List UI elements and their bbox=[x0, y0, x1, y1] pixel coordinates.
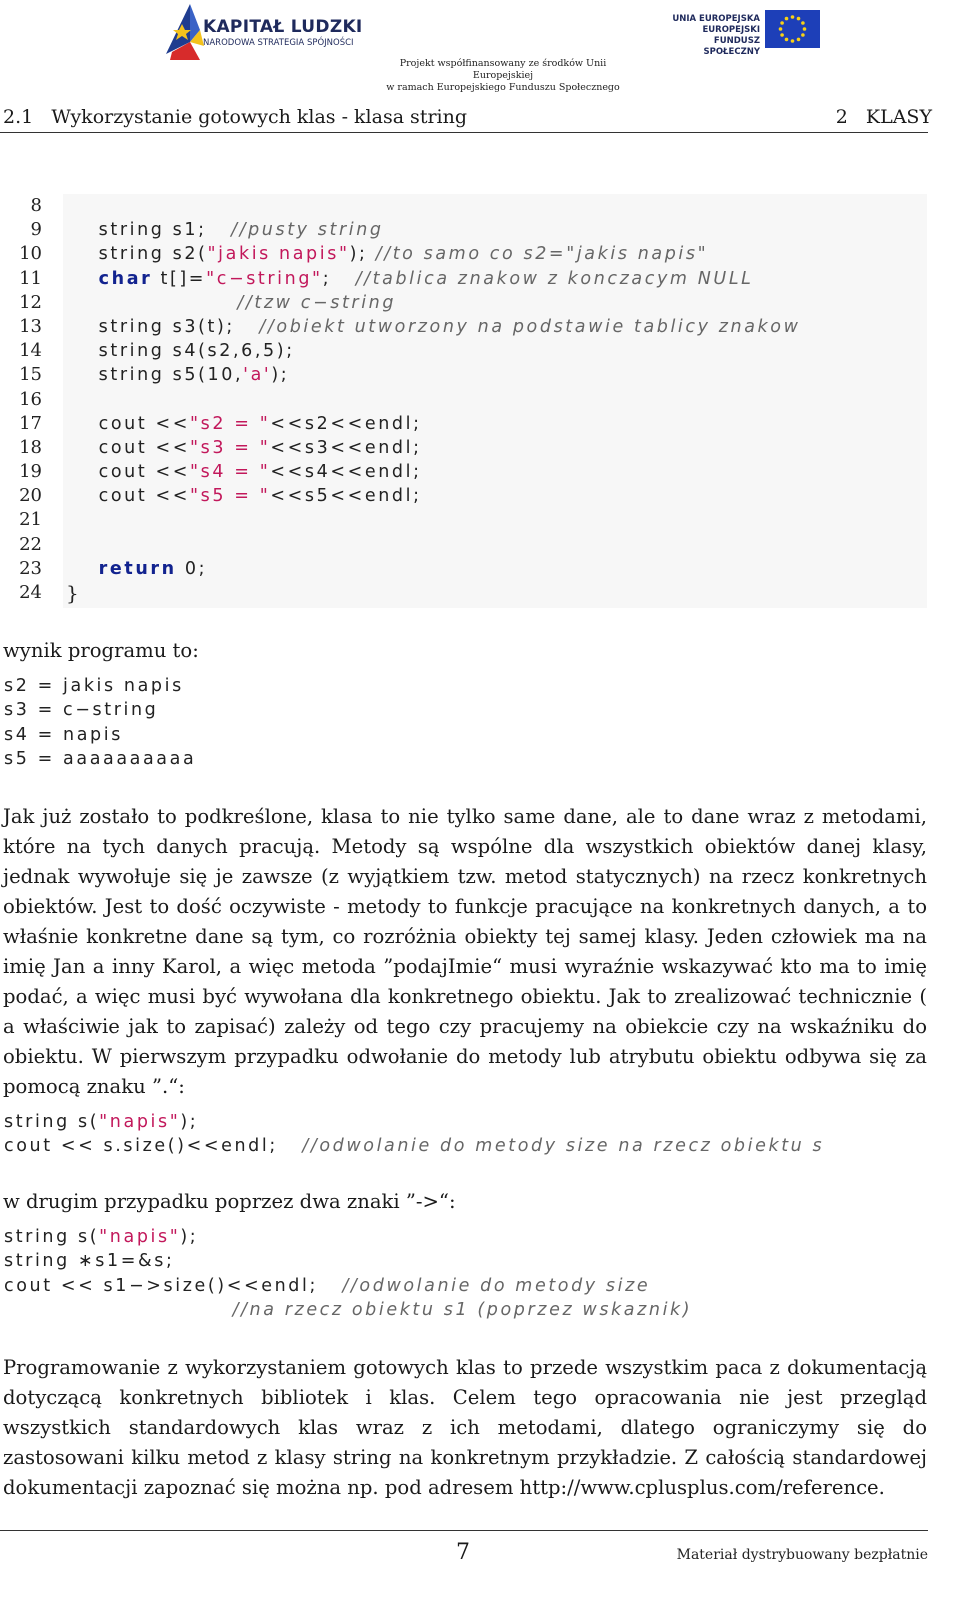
code-token: <<s5<<endl; bbox=[270, 486, 422, 507]
code-token bbox=[66, 559, 99, 579]
code-line bbox=[4, 1298, 692, 1322]
code-line bbox=[66, 412, 801, 436]
code-line bbox=[66, 339, 801, 363]
line-number: 15 bbox=[19, 364, 42, 386]
code-token: cout << bbox=[66, 462, 191, 483]
line-number: 10 bbox=[19, 243, 42, 265]
code-token: <<s3<<endl; bbox=[270, 437, 422, 458]
line-number: 14 bbox=[19, 340, 42, 362]
code-line bbox=[66, 363, 801, 387]
cofunding-line-1: Projekt współfinansowany ze środków Unii Europejskiej bbox=[399, 58, 607, 81]
cofunding-note bbox=[378, 58, 628, 94]
code-line bbox=[66, 557, 801, 581]
code-line bbox=[4, 1249, 692, 1273]
code-snippet-pointer bbox=[4, 1225, 692, 1322]
code-string: "napis" bbox=[99, 1112, 181, 1132]
code-comment: //obiekt utworzony na podstawie tablicy znakow bbox=[259, 316, 801, 337]
code-comment: //odwolanie do metody size bbox=[342, 1275, 651, 1296]
eu-fund-text bbox=[660, 14, 760, 58]
code-line bbox=[66, 508, 801, 532]
code-token: <<s2<<endl; bbox=[270, 413, 422, 434]
eu-line-2: EUROPEJSKI bbox=[702, 25, 760, 35]
header-rule bbox=[0, 132, 928, 133]
code-token: string ∗s1=&s; bbox=[4, 1251, 175, 1272]
code-string: 'a' bbox=[243, 365, 272, 386]
code-line bbox=[66, 218, 801, 242]
code-comment: //pusty string bbox=[231, 220, 384, 241]
code-token: cout << s1−>size()<<endl; bbox=[4, 1275, 343, 1296]
running-head-section: 2.1 Wykorzystanie gotowych klas - klasa string bbox=[3, 106, 468, 128]
code-token: t[]= bbox=[152, 268, 207, 289]
code-token bbox=[66, 269, 99, 289]
code-token: ); bbox=[349, 244, 376, 265]
code-string: "c−string" bbox=[206, 268, 323, 289]
code-token: string s( bbox=[4, 1227, 100, 1247]
line-numbers bbox=[0, 194, 42, 605]
code-line bbox=[4, 1225, 692, 1249]
eu-flag-icon bbox=[765, 10, 820, 48]
code-token: string s4(s2,6,5); bbox=[66, 341, 295, 362]
code-listing bbox=[66, 194, 801, 605]
line-number: 17 bbox=[19, 412, 42, 434]
code-string: "s3 = " bbox=[190, 437, 271, 458]
code-line bbox=[66, 194, 801, 218]
code-token: <<s4<<endl; bbox=[270, 462, 422, 483]
line-number: 24 bbox=[19, 582, 42, 603]
code-token: cout << s.size()<<endl; bbox=[4, 1136, 303, 1157]
code-keyword: char bbox=[98, 268, 153, 289]
line-number: 16 bbox=[19, 388, 42, 410]
code-token: string s1; bbox=[66, 220, 232, 241]
code-comment: //odwolanie do metody size na rzecz obiektu s bbox=[302, 1136, 825, 1157]
line-number: 23 bbox=[19, 557, 42, 579]
line-number: 22 bbox=[19, 533, 42, 555]
line-number: 18 bbox=[19, 436, 42, 458]
line-number: 9 bbox=[30, 219, 42, 241]
code-line bbox=[66, 315, 801, 339]
line-number: 12 bbox=[19, 291, 42, 313]
code-line bbox=[66, 484, 801, 508]
code-token: ); bbox=[180, 1227, 199, 1247]
code-string: "napis" bbox=[99, 1227, 181, 1247]
code-line bbox=[66, 291, 801, 315]
code-token: ); bbox=[180, 1112, 199, 1132]
code-line bbox=[66, 581, 801, 605]
line-number: 11 bbox=[19, 267, 42, 289]
code-comment: //tablica znakow z konczacym NULL bbox=[355, 268, 754, 289]
code-token: cout << bbox=[66, 413, 191, 434]
code-string: "s5 = " bbox=[190, 486, 271, 507]
code-token bbox=[66, 293, 237, 313]
output-line: s4 = napis bbox=[4, 724, 123, 745]
paragraph-pointer: w drugim przypadku poprzez dwa znaki ”->“: bbox=[3, 1190, 456, 1213]
output-line: s5 = aaaaaaaaaa bbox=[4, 748, 197, 769]
code-line bbox=[4, 1274, 692, 1298]
line-number: 21 bbox=[19, 509, 42, 531]
line-number: 19 bbox=[19, 461, 42, 483]
output-line: s3 = c−string bbox=[4, 700, 159, 721]
code-keyword: return bbox=[98, 558, 177, 579]
line-number: 13 bbox=[19, 315, 42, 337]
paragraph-documentation: Programowanie z wykorzystaniem gotowych klas to przede wszystkim paca z dokumentacją dotyczącą konkretnych bibliotek i klas. Celem tego opracowania nie jest przegląd wszystkich standardowych klas wraz z ich metodami, dlatego ograniczymy się do zastosowani kilku metod z klasy string na konkretnym przykładzie. Z całością standardowej dokumentacji zapoznać się można np. pod adresem http://www.cplusplus.com/reference. bbox=[3, 1356, 927, 1499]
cofunding-line-2: w ramach Europejskiego Funduszu Społecznego bbox=[386, 82, 620, 93]
kapital-ludzki-subtitle: NARODOWA STRATEGIA SPÓJNOŚCI bbox=[203, 38, 354, 48]
code-comment: //tzw c−string bbox=[237, 292, 397, 313]
code-token: } bbox=[66, 581, 79, 605]
code-string: "jakis napis" bbox=[207, 244, 350, 265]
code-token: ); bbox=[271, 365, 290, 386]
running-head-chapter: 2 KLASY bbox=[835, 106, 932, 128]
code-line bbox=[66, 460, 801, 484]
code-snippet-object bbox=[4, 1110, 824, 1159]
output-line: s2 = jakis napis bbox=[4, 676, 184, 696]
code-line bbox=[66, 267, 801, 291]
code-line bbox=[4, 1110, 824, 1134]
code-line bbox=[4, 1134, 824, 1158]
code-comment: //na rzecz obiektu s1 (poprzez wskaznik) bbox=[232, 1299, 693, 1320]
output-intro: wynik programu to: bbox=[3, 639, 199, 662]
code-token: 0; bbox=[176, 558, 208, 579]
page-number: 7 bbox=[456, 1540, 470, 1565]
code-token: string s2( bbox=[66, 244, 208, 265]
code-line bbox=[66, 436, 801, 460]
program-output bbox=[4, 674, 196, 771]
code-string: "s2 = " bbox=[190, 413, 271, 434]
code-token: string s3(t); bbox=[66, 316, 260, 337]
eu-line-3: FUNDUSZ SPOŁECZNY bbox=[703, 36, 760, 57]
code-token: string s( bbox=[4, 1112, 100, 1132]
code-line bbox=[66, 388, 801, 412]
code-comment: //to samo co s2="jakis napis" bbox=[375, 244, 709, 265]
code-line bbox=[66, 242, 801, 266]
code-token: ; bbox=[322, 268, 356, 289]
footer-note: Materiał dystrybuowany bezpłatnie bbox=[676, 1547, 928, 1563]
footer-rule bbox=[0, 1530, 928, 1531]
paragraph-methods: Jak już zostało to podkreślone, klasa to nie tylko same dane, ale to dane wraz z metodami, które na tych danych pracują. Metody są wspólne dla wszystkich obiektów danej klasy, jednak wywołuje się je zawsze (z wyjątkiem tzw. metod statycznych) na rzecz konkretnych obiektów. Jest to dość oczywiste - metody to funkcje pracujące na konkretnych danych, a to właśnie konkretne dane są tym, co rozróżnia obiekty tej samej klasy. Jeden człowiek ma na imię Jan a inny Karol, a więc metoda ”podajImie“ musi wyraźnie wskazywać kto ma to imię podać, a więc musi być wywołana dla konkretnego obiektu. Jak to zrealizować technicznie ( a właściwie jak to zapisać) zależy od tego czy pracujemy na obiekcie czy na wskaźniku do obiektu. W pierwszym przypadku odwołanie do metody lub atrybutu obiektu odbywa się za pomocą znaku ”.“: bbox=[3, 805, 927, 1098]
eu-line-1: UNIA EUROPEJSKA bbox=[672, 14, 760, 24]
code-token bbox=[4, 1300, 233, 1320]
code-token: cout << bbox=[66, 486, 191, 507]
code-token: string s5(10, bbox=[66, 365, 244, 386]
code-line bbox=[66, 533, 801, 557]
code-token: cout << bbox=[66, 437, 191, 458]
line-number: 8 bbox=[30, 195, 42, 216]
kapital-ludzki-title: KAPITAŁ LUDZKI bbox=[203, 17, 363, 37]
code-string: "s4 = " bbox=[190, 462, 271, 483]
line-number: 20 bbox=[19, 485, 42, 507]
